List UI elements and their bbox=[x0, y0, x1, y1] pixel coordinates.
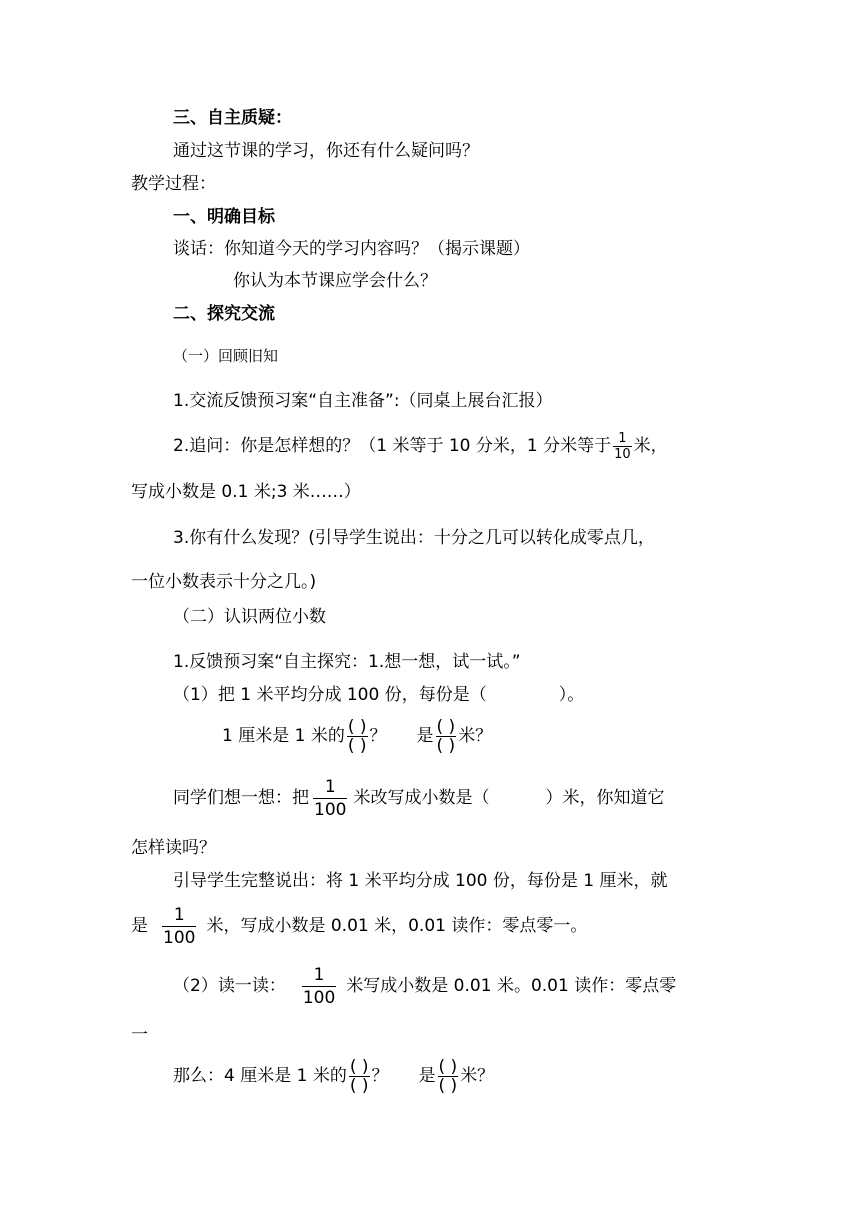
read-line bbox=[173, 958, 676, 1014]
fraction-denominator: ( ) bbox=[438, 1075, 458, 1096]
item-1: 1.交流反馈预习案“自主准备”:（同桌上展台汇报） bbox=[173, 391, 553, 411]
read-line-tail: 米写成小数是 0.01 米。0.01 读作：零点零 bbox=[346, 976, 677, 996]
fraction-denominator: ( ) bbox=[436, 735, 456, 756]
teaching-process-label: 教学过程： bbox=[131, 174, 216, 194]
fraction-numerator: ( ) bbox=[349, 1056, 369, 1077]
guide-line-is: 是 bbox=[131, 916, 148, 936]
then-line-is: 是 bbox=[418, 1066, 436, 1086]
item-3-continued: 一位小数表示十分之几。) bbox=[131, 572, 317, 592]
section2-heading: 二、探究交流 bbox=[173, 304, 275, 324]
read-line-continued: 一 bbox=[131, 1025, 148, 1045]
subsection1-heading: （一）回顾旧知 bbox=[173, 347, 279, 365]
fraction-numerator: 1 bbox=[613, 431, 632, 447]
think-line-tail: ）米，你知道它 bbox=[545, 788, 665, 808]
fraction-numerator: ( ) bbox=[436, 716, 456, 737]
question-1-text: （1）把 1 米平均分成 100 份，每份是（ bbox=[173, 685, 487, 705]
fraction-one-hundredth bbox=[313, 776, 347, 821]
section3-heading: 三、自主质疑： bbox=[173, 108, 292, 128]
fraction-denominator: 100 bbox=[302, 987, 336, 1008]
fraction-one-hundredth bbox=[302, 964, 336, 1009]
item-2-text: 2.追问：你是怎样想的？（1 米等于 10 分米，1 分米等于 bbox=[173, 436, 612, 456]
blank-fraction bbox=[438, 1058, 459, 1095]
guide-line-continued bbox=[131, 898, 587, 954]
fraction-one-tenth bbox=[613, 431, 632, 462]
fraction-denominator: 10 bbox=[614, 446, 631, 462]
fraction-numerator: ( ) bbox=[438, 1056, 458, 1077]
item-2-continued: 写成小数是 0.1 米;3 米……） bbox=[131, 482, 361, 502]
blank-fraction bbox=[347, 718, 368, 755]
section3-text: 通过这节课的学习，你还有什么疑问吗？ bbox=[173, 141, 479, 161]
fraction-numerator: 1 bbox=[302, 964, 336, 987]
think-line-continued: 怎样读吗？ bbox=[131, 838, 216, 858]
question-1 bbox=[173, 684, 584, 706]
subsection2-heading: （二）认识两位小数 bbox=[173, 607, 326, 627]
fraction-denominator: 100 bbox=[314, 799, 347, 820]
read-line-text: （2）读一读： bbox=[173, 976, 286, 996]
blank-fraction bbox=[349, 1058, 370, 1095]
fraction-denominator: 100 bbox=[163, 927, 196, 948]
blank-fraction bbox=[436, 718, 457, 755]
fraction-one-hundredth bbox=[162, 904, 196, 949]
talk-line-2: 你认为本节课应学会什么？ bbox=[233, 271, 437, 291]
fraction-numerator: 1 bbox=[162, 904, 196, 927]
guide-line: 引导学生完整说出：将 1 米平均分成 100 份，每份是 1 厘米，就 bbox=[173, 871, 668, 891]
feedback-line: 1.反馈预习案“自主探究：1.想一想，试一试。” bbox=[173, 652, 521, 672]
then-line-tail: 米？ bbox=[460, 1066, 495, 1086]
fraction-numerator: 1 bbox=[313, 776, 347, 799]
fraction-numerator: ( ) bbox=[347, 716, 367, 737]
item-2-tail: 米， bbox=[633, 436, 668, 456]
think-line bbox=[173, 770, 664, 826]
then-line bbox=[173, 1052, 494, 1100]
fraction-denominator: ( ) bbox=[347, 735, 367, 756]
question-mark: ？ bbox=[369, 726, 387, 746]
then-line-text: 那么：4 厘米是 1 米的 bbox=[173, 1066, 347, 1086]
item-3: 3.你有什么发现？(引导学生说出：十分之几可以转化成零点几， bbox=[173, 528, 655, 548]
section1-heading: 一、明确目标 bbox=[173, 207, 275, 227]
think-line-mid: 米改写成小数是（ bbox=[353, 788, 490, 808]
question-1-close: ）。 bbox=[558, 685, 585, 705]
guide-line-tail: 米，写成小数是 0.01 米，0.01 读作：零点零一。 bbox=[206, 916, 588, 936]
question-1-line bbox=[222, 712, 492, 760]
talk-line-1: 谈话：你知道今天的学习内容吗？（揭示课题） bbox=[173, 239, 530, 259]
fraction-denominator: ( ) bbox=[349, 1075, 369, 1096]
question-1-line-text: 1 厘米是 1 米的 bbox=[222, 726, 345, 746]
question-mark: ？ bbox=[371, 1066, 389, 1086]
item-2 bbox=[173, 424, 668, 468]
question-1-line-is: 是 bbox=[416, 726, 434, 746]
question-1-line-tail: 米？ bbox=[458, 726, 493, 746]
think-line-text: 同学们想一想：把 bbox=[173, 788, 309, 808]
